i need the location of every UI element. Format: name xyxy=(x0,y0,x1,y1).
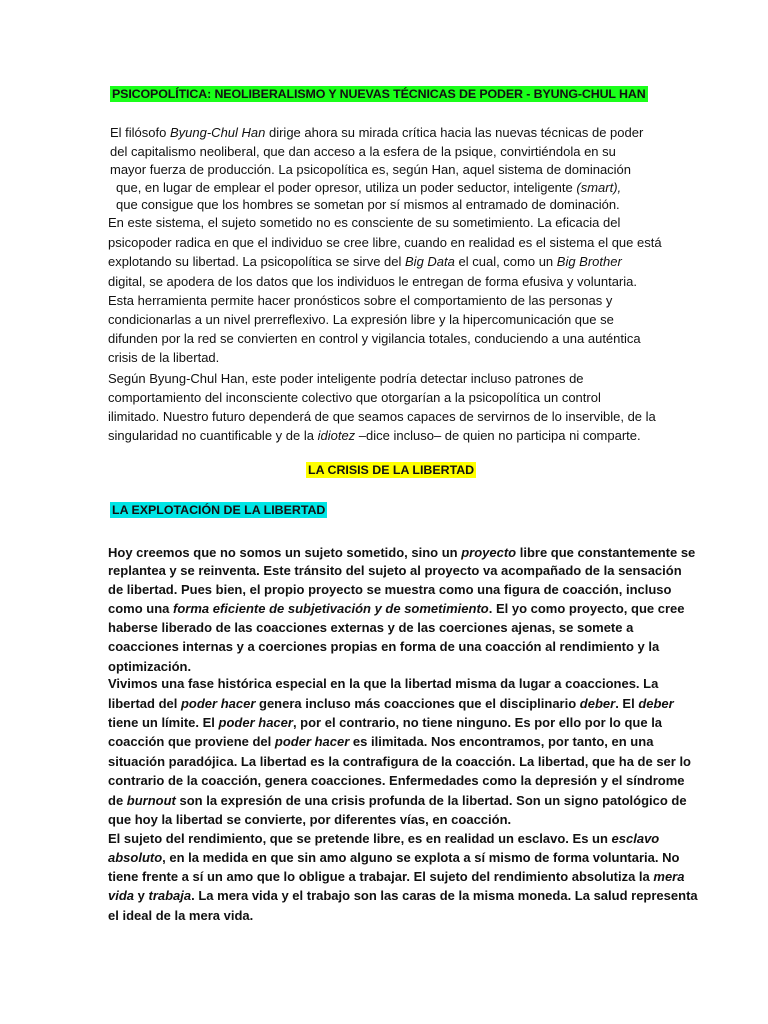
text-line: situación paradójica. La libertad es la contrafigura de la coacción. La libertad, que ha de ser lo xyxy=(108,754,692,769)
text-line: del capitalismo neoliberal, que dan acceso a la esfera de la psique, convirtiéndola en su xyxy=(110,144,616,159)
text-line: optimización. xyxy=(108,659,192,674)
text-line: ilimitado. Nuestro futuro dependerá de que seamos capaces de servirnos de lo inservible, de la xyxy=(108,409,656,424)
text-line: Esta herramienta permite hacer pronósticos sobre el comportamiento de las personas y xyxy=(108,293,613,308)
text-line: tiene frente a sí un amo que lo obligue a trabajar. El sujeto del rendimiento absolutiza la mera xyxy=(108,869,685,884)
text-line: tiene un límite. El poder hacer, por el contrario, no tiene ninguno. Es por ello por lo que la xyxy=(108,715,663,730)
text-line: Hoy creemos que no somos un sujeto sometido, sino un proyecto libre que constantemente se xyxy=(108,545,696,560)
text-line: que, en lugar de emplear el poder opresor, utiliza un poder seductor, inteligente (smart), xyxy=(116,180,622,195)
text-line: crisis de la libertad. xyxy=(108,350,220,365)
document-title: PSICOPOLÍTICA: NEOLIBERALISMO Y NUEVAS TÉCNICAS DE PODER - BYUNG-CHUL HAN xyxy=(112,87,646,101)
text-line: que consigue que los hombres se sometan por sí mismos al entramado de dominación. xyxy=(116,197,620,212)
text-line: digital, se apodera de los datos que los individuos le entregan de forma efusiva y voluntaria. xyxy=(108,274,637,289)
text-line: Vivimos una fase histórica especial en la que la libertad misma da lugar a coacciones. La xyxy=(108,676,659,691)
text-line: replantea y se reinventa. Este tránsito del sujeto al proyecto va acompañado de la sensación xyxy=(108,563,682,578)
text-line: coacción que proviene del poder hacer es ilimitada. Nos encontramos, por tanto, en una xyxy=(108,734,654,749)
text-line: libertad del poder hacer genera incluso más coacciones que el disciplinario deber. El deber xyxy=(108,696,674,711)
subtitle-explotacion: LA EXPLOTACIÓN DE LA LIBERTAD xyxy=(112,503,326,517)
text-line: absoluto, en la medida en que sin amo alguno se explota a sí mismo de forma voluntaria. No xyxy=(108,850,680,865)
text-line: difunden por la red se convierten en control y vigilancia totales, conduciendo a una auténtica xyxy=(108,331,641,346)
text-line: que hoy la libertad se convierte, por diferentes vías, en coacción. xyxy=(108,812,512,827)
text-line: mayor fuerza de producción. La psicopolítica es, según Han, aquel sistema de dominación xyxy=(110,162,632,177)
text-line: vida y trabaja. La mera vida y el trabajo son las caras de la misma moneda. La salud representa xyxy=(108,888,698,903)
text-line: En este sistema, el sujeto sometido no es consciente de su sometimiento. La eficacia del xyxy=(108,215,621,230)
text-line: psicopoder radica en que el individuo se cree libre, cuando en realidad es el sistema el que está xyxy=(108,235,662,250)
text-line: explotando su libertad. La psicopolítica se sirve del Big Data el cual, como un Big Brother xyxy=(108,254,622,269)
text-line: El filósofo Byung-Chul Han dirige ahora su mirada crítica hacia las nuevas técnicas de poder xyxy=(110,125,644,140)
text-line: coacciones internas y a coerciones propias en forma de una coacción al rendimiento y la xyxy=(108,639,660,654)
text-line: de burnout son la expresión de una crisis profunda de la libertad. Son un signo patológico de xyxy=(108,793,687,808)
text-line: condicionarlas a un nivel prerreflexivo. La expresión libre y la hipercomunicación que se xyxy=(108,312,614,327)
text-line: comportamiento del inconsciente colectivo que otorgarían a la psicopolítica un control xyxy=(108,390,601,405)
text-line: El sujeto del rendimiento, que se pretende libre, es en realidad un esclavo. Es un esclavo xyxy=(108,831,660,846)
text-line: haberse liberado de las coacciones externas y de las coerciones ajenas, se somete a xyxy=(108,620,634,635)
subtitle-crisis: LA CRISIS DE LA LIBERTAD xyxy=(308,463,475,477)
text-line: como una forma eficiente de subjetivación y de sometimiento. El yo como proyecto, que cree xyxy=(108,601,685,616)
text-line: singularidad no cuantificable y de la idiotez –dice incluso– de quien no participa ni comparte. xyxy=(108,428,641,443)
text-line: contrario de la coacción, genera coacciones. Enfermedades como la depresión y el síndrome xyxy=(108,773,685,788)
text-line: de libertad. Pues bien, el propio proyecto se muestra como una figura de coacción, incluso xyxy=(108,582,672,597)
text-line: el ideal de la mera vida. xyxy=(108,908,254,923)
text-line: Según Byung-Chul Han, este poder inteligente podría detectar incluso patrones de xyxy=(108,371,584,386)
